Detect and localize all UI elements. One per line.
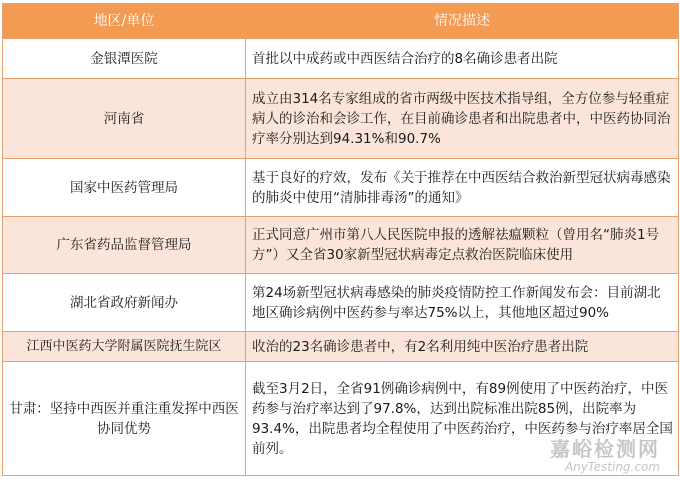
row-region: 湖北省政府新闻办 <box>3 274 246 332</box>
row-region: 国家中医药管理局 <box>3 159 246 217</box>
table-row <box>3 159 679 217</box>
table-row <box>3 217 679 274</box>
row-region: 河南省 <box>3 79 246 159</box>
row-region: 江西中医药大学附属医院抚生院区 <box>3 332 246 362</box>
header-region: 地区/单位 <box>3 4 246 39</box>
row-region: 甘肃：坚持中西医并重注重发挥中西医协同优势 <box>3 362 246 476</box>
row-description: 成立由314名专家组成的省市两级中医技术指导组，全方位参与轻重症病人的诊治和会诊工作，在目前确诊患者和出院患者中，中医药协同治疗率分别达到94.31%和90.7% <box>246 79 679 159</box>
data-table <box>2 3 679 476</box>
watermark-url: AnyTesting.com <box>564 460 660 474</box>
row-description: 正式同意广州市第八人民医院申报的透解祛瘟颗粒（曾用名“肺炎1号方”）又全省30家新型冠状病毒定点救治医院临床使用 <box>246 217 679 274</box>
table-header-row <box>3 4 679 39</box>
table-row <box>3 274 679 332</box>
watermark-logo: 嘉峪检测网 <box>550 437 660 461</box>
row-description: 首批以中成药或中西医结合治疗的8名确诊患者出院 <box>246 39 679 79</box>
table-row <box>3 362 679 476</box>
header-description: 情况描述 <box>246 4 679 39</box>
row-region: 金银潭医院 <box>3 39 246 79</box>
table-row <box>3 39 679 79</box>
row-description: 第24场新型冠状病毒感染的肺炎疫情防控工作新闻发布会：目前湖北地区确诊病例中医药参与率达75%以上，其他地区超过90% <box>246 274 679 332</box>
table-row <box>3 332 679 362</box>
row-description: 收治的23名确诊患者中，有2名利用纯中医治疗患者出院 <box>246 332 679 362</box>
table-row <box>3 79 679 159</box>
row-description: 基于良好的疗效，发布《关于推荐在中西医结合救治新型冠状病毒感染的肺炎中使用“清肺排毒汤”的通知》 <box>246 159 679 217</box>
row-region: 广东省药品监督管理局 <box>3 217 246 274</box>
row-description: 截至3月2日，全省91例确诊病例中，有89例使用了中医药治疗，中医药参与治疗率达到了97.8%，达到出院标准出院85例，出院率为93.4%，出院患者均全程使用了中医药治疗，中医药参与治疗率居全国前列。 <box>246 362 679 476</box>
